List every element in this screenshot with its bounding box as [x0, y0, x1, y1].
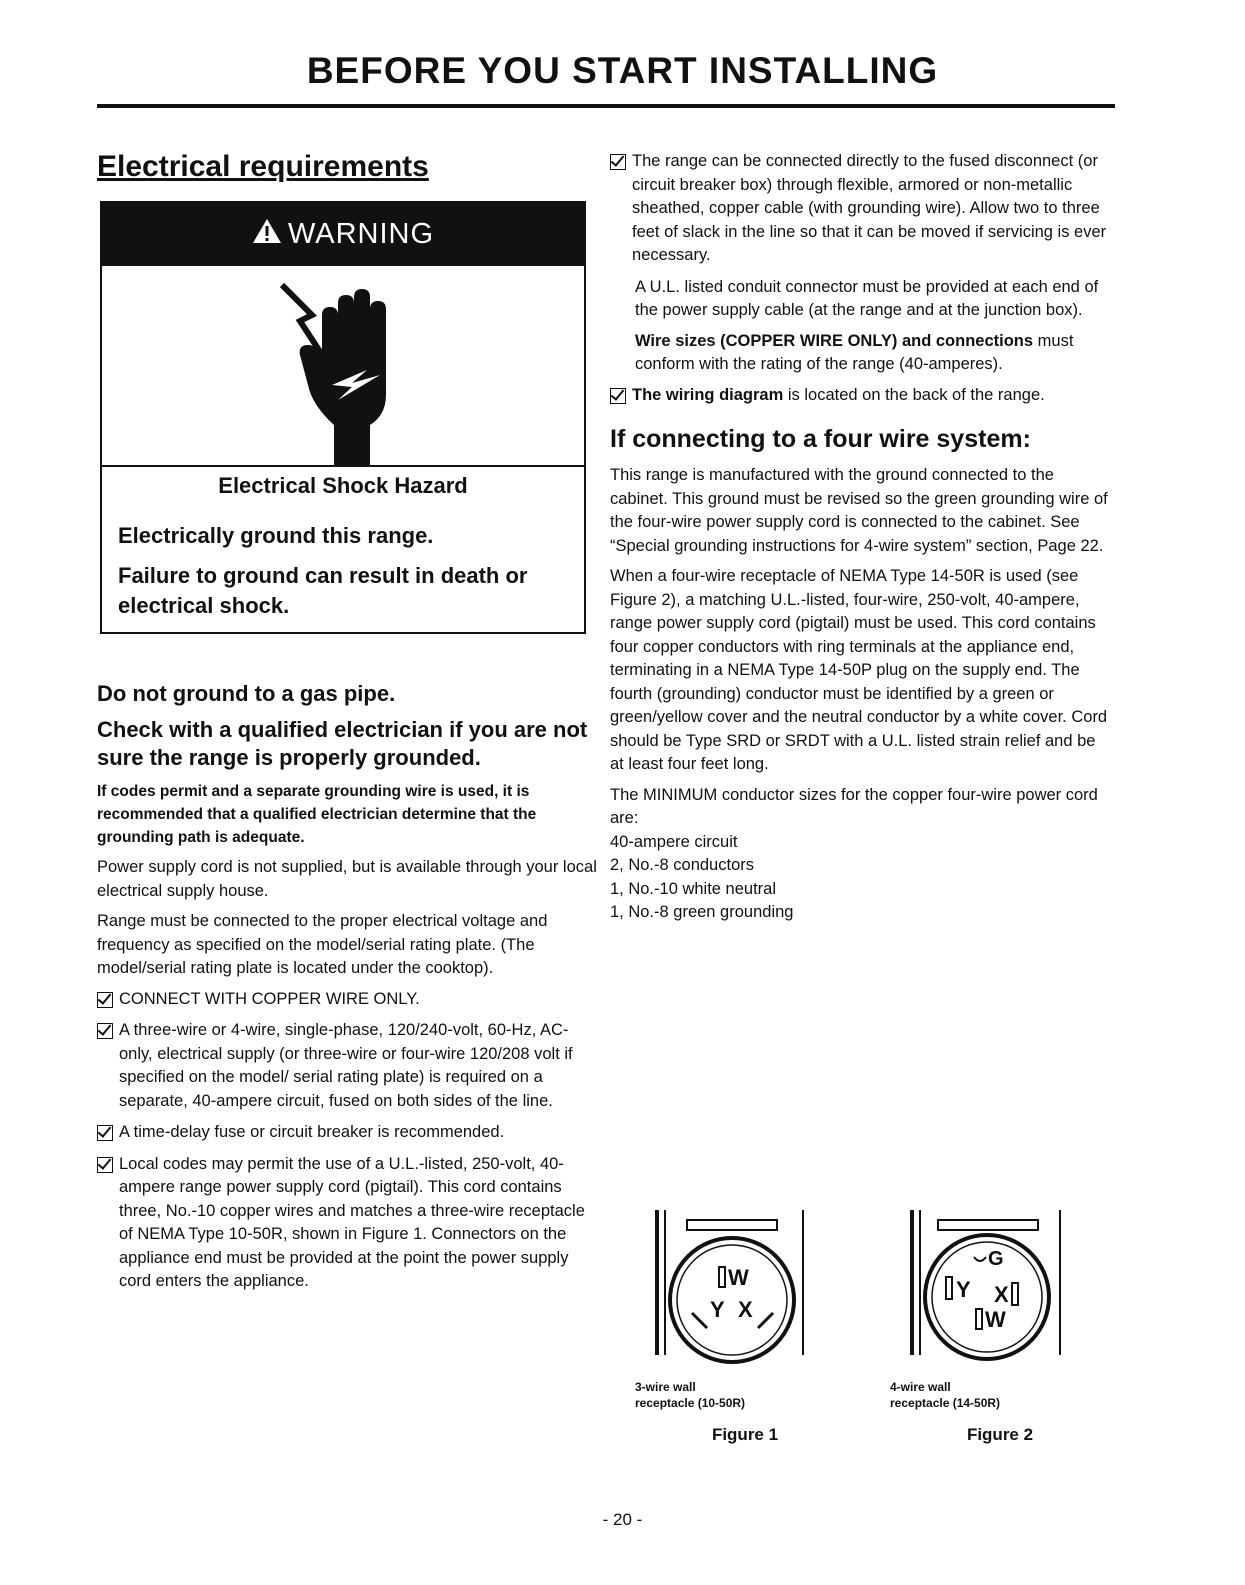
warning-line: Failure to ground can result in death or electrical shock. — [118, 563, 528, 618]
title-divider — [97, 104, 1115, 108]
power-cord-paragraph: Power supply cord is not supplied, but is available through your local electrical supply house. — [97, 858, 597, 900]
page-number: - 20 - — [602, 1510, 643, 1529]
caption-line: 4-wire wall — [890, 1380, 951, 1394]
checklist-item — [97, 1019, 597, 1113]
warning-box — [100, 201, 586, 634]
wiring-diagram-bold: The wiring diagram — [632, 385, 784, 404]
page-title: BEFORE YOU START INSTALLING — [306, 50, 939, 91]
slot-label-w: W — [985, 1307, 1006, 1332]
electric-shock-hand-icon — [272, 275, 412, 475]
slot-label-y: Y — [956, 1277, 971, 1302]
electrician-heading: Check with a qualified electrician if you are not sure the range is properly grounded. — [97, 717, 588, 770]
grounding-wire-note: If codes permit and a separate grounding wire is used, it is recommended that a qualified electrician determine that the grounding path is adequate. — [97, 783, 537, 846]
hazard-title: Electrical Shock Hazard — [218, 473, 468, 498]
checkbox-icon — [97, 1157, 113, 1173]
checklist-text: Local codes may permit the use of a U.L.-listed, 250-volt, 40-ampere range power supply cord (pigtail). This cord contains three, No.-10 copper wires and matches a three-wire receptacle of NEMA Type 10-50R, shown in Figure 1. Connectors on the appliance end must be provided at the point the power supply cord enters the appliance. — [119, 1154, 585, 1290]
checklist-item — [97, 1153, 597, 1294]
warning-line: Electrically ground this range. — [118, 523, 434, 548]
checklist-text: A three-wire or 4-wire, single-phase, 120/240-volt, 60-Hz, AC-only, electrical supply (or three-wire or four-wire 120/208 volt if specified on the model/ serial rating plate) is required on a separate, 40-ampere circuit, fused on both sides of the line. — [119, 1021, 573, 1110]
checklist-item — [97, 988, 597, 1012]
warning-label: WARNING — [287, 218, 435, 250]
list-item: 40-ampere circuit — [610, 832, 738, 851]
checklist-item — [97, 1121, 597, 1145]
figure-caption — [890, 1379, 1110, 1411]
four-wire-paragraph: This range is manufactured with the ground connected to the cabinet. This ground must be revised so the green grounding wire of the four-wire power supply cord is connected to the cabinet. See “Special grounding instructions for 4-wire system” section, Page 22. — [610, 466, 1108, 555]
checklist-item — [610, 150, 1110, 268]
four-wire-receptacle-icon — [890, 1205, 1090, 1375]
checkbox-icon — [610, 154, 626, 170]
list-item: 1, No.-8 green grounding — [610, 903, 794, 921]
checklist-text — [632, 384, 1045, 408]
left-column — [97, 680, 597, 1302]
checklist-text: CONNECT WITH COPPER WIRE ONLY. — [119, 989, 420, 1008]
checkbox-icon — [610, 388, 626, 404]
slot-label-x: X — [738, 1297, 753, 1322]
four-wire-paragraph: When a four-wire receptacle of NEMA Type 14-50R is used (see Figure 2), a matching U.L.-listed, four-wire, 250-volt, 40-ampere, range power supply cord (pigtail) must be used. This cord contains four copper conductors with ring terminals at the appliance end, terminating in a NEMA Type 14-50P plug on the supply end. The fourth (grounding) conductor must be identified by a green or green/yellow cover and the neutral conductor by a white cover. Cord should be Type SRD or SRDT with a U.L. listed strain relief and be at least four feet long. — [610, 567, 1108, 773]
three-wire-receptacle-icon — [635, 1205, 835, 1375]
checklist-text: The range can be connected directly to the fused disconnect (or circuit breaker box) through flexible, armored or non-metallic sheathed, copper cable (with grounding wire). Allow two to three feet of slack in the line so that it can be moved if servicing is ever necessary. — [632, 152, 1107, 264]
slot-label-x: X — [994, 1282, 1009, 1307]
checklist-item — [610, 384, 1110, 408]
slot-label-y: Y — [710, 1297, 725, 1322]
figure-2 — [890, 1205, 1110, 1445]
four-wire-heading: If connecting to a four wire system: — [610, 425, 1031, 453]
slot-label-w: W — [728, 1265, 749, 1290]
caption-line: 3-wire wall — [635, 1380, 696, 1394]
checkbox-icon — [97, 1125, 113, 1141]
figure-1 — [635, 1205, 855, 1445]
section-heading: Electrical requirements — [97, 150, 429, 183]
voltage-paragraph: Range must be connected to the proper electrical voltage and frequency as specified on the model/serial rating plate. (The model/serial rating plate is located under the cooktop). — [97, 912, 548, 977]
min-conductor-list — [610, 831, 1110, 925]
warning-message — [118, 521, 578, 631]
min-conductor-paragraph: The MINIMUM conductor sizes for the copper four-wire power cord are: — [610, 785, 1098, 827]
wire-sizes-bold: Wire sizes (COPPER WIRE ONLY) and connections — [635, 331, 1034, 350]
checkbox-icon — [97, 1023, 113, 1039]
warning-banner — [102, 203, 584, 266]
list-item: 2, No.-8 conductors — [610, 856, 754, 874]
hazard-divider — [102, 465, 584, 467]
gas-pipe-heading: Do not ground to a gas pipe. — [97, 681, 396, 706]
figure-caption — [635, 1379, 855, 1411]
figure-label: Figure 2 — [966, 1425, 1034, 1444]
slot-label-g: G — [988, 1248, 1004, 1270]
list-item: 1, No.-10 white neutral — [610, 879, 777, 898]
right-column — [610, 150, 1110, 925]
wiring-diagram-rest: is located on the back of the range. — [783, 385, 1045, 404]
checklist-text: A time-delay fuse or circuit breaker is recommended. — [119, 1123, 505, 1141]
wire-sizes-rest: must conform with the rating of the range (40-amperes). — [635, 331, 1074, 373]
figure-label: Figure 1 — [711, 1425, 779, 1444]
wire-sizes-paragraph — [610, 330, 1110, 377]
caption-line: receptacle (10-50R) — [635, 1396, 746, 1410]
conduit-paragraph: A U.L. listed conduit connector must be provided at each end of the power supply cable (at the range and at the junction box). — [635, 277, 1099, 319]
caption-line: receptacle (14-50R) — [890, 1396, 1001, 1410]
checkbox-icon — [97, 992, 113, 1008]
warning-triangle-icon — [252, 218, 282, 252]
